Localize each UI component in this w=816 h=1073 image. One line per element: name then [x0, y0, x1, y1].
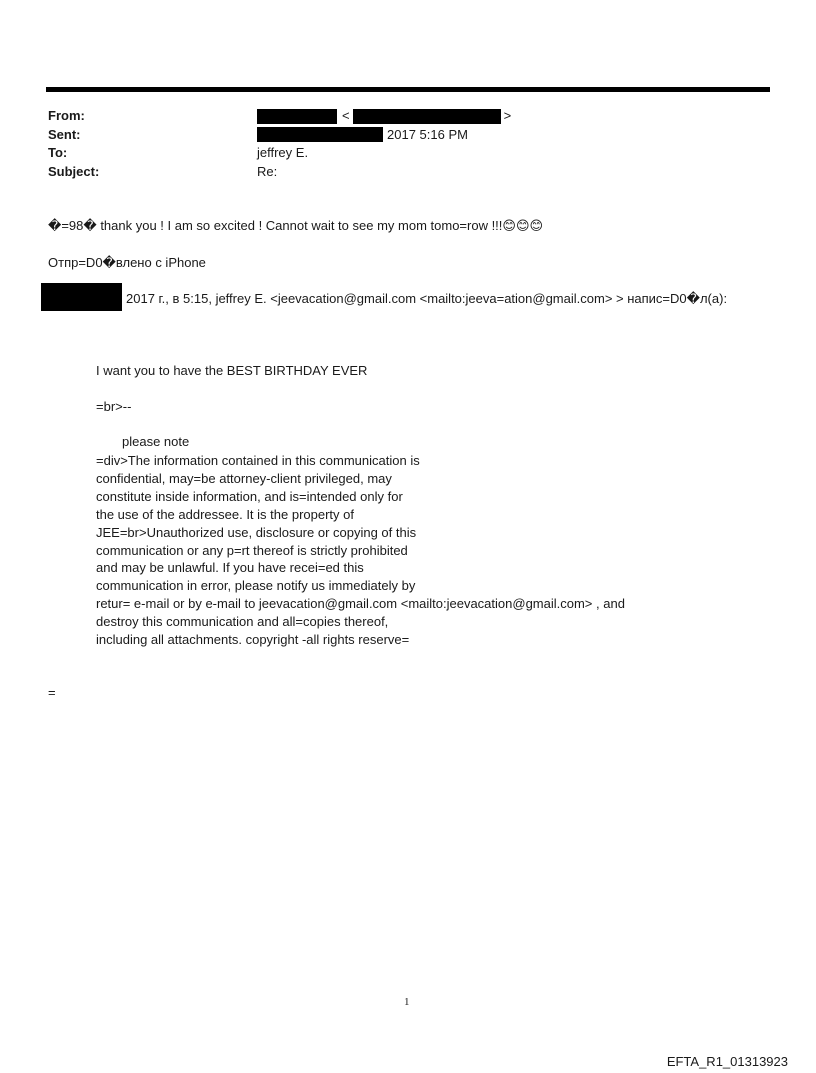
email-header	[48, 107, 511, 181]
br-line: =br>--	[96, 399, 132, 414]
disclaimer-line: and may be unlawful. If you have recei=ed this	[96, 560, 364, 576]
from-row	[48, 107, 511, 126]
disclaimer-line: communication in error, please notify us immediately by	[96, 578, 416, 594]
from-gt: >	[503, 108, 512, 123]
sent-label: Sent:	[48, 126, 81, 142]
from-label: From:	[48, 108, 85, 123]
disclaimer-line: including all attachments. copyright -all rights reserve=	[96, 632, 410, 648]
subject-label: Subject:	[48, 163, 100, 179]
disclaimer-line: =div>The information contained in this communication is	[96, 453, 420, 468]
disclaimer-line: JEE=br>Unauthorized use, disclosure or copying of this	[96, 524, 417, 540]
redacted-sender-email	[353, 109, 501, 124]
disclaimer-line: retur= e-mail or by e-mail to jeevacation@gmail.com <mailto:jeevacation@gmail.com> , and	[96, 596, 625, 612]
redacted-date-block	[41, 283, 122, 311]
header-rule	[46, 87, 770, 92]
sent-value: 2017 5:16 PM	[387, 126, 468, 142]
sent-from-iphone: Отпр=D0�влено с iPhone	[48, 255, 206, 270]
message-line: �=98� thank you ! I am so excited ! Cannot wait to see my mom tomo=row !!!😊😊😊	[48, 218, 544, 233]
page-number: 1	[404, 996, 410, 1008]
quote-intro: 2017 г., в 5:15, jeffrey E. <jeevacation@gmail.com <mailto:jeeva=ation@gmail.com> > напис=D0�л(а):	[126, 291, 728, 306]
disclaimer-line: constitute inside information, and is=intended only for	[96, 488, 403, 504]
to-value: jeffrey E.	[257, 145, 309, 160]
disclaimer-line: communication or any p=rt thereof is strictly prohibited	[96, 542, 408, 558]
disclaimer-line: the use of the addressee. It is the property of	[96, 506, 354, 522]
from-lt: <	[342, 108, 350, 123]
birthday-line: I want you to have the BEST BIRTHDAY EVER	[96, 363, 368, 378]
redacted-sender-name	[257, 109, 337, 124]
subject-row	[48, 163, 511, 182]
disclaimer-block	[96, 452, 625, 649]
disclaimer-line: confidential, may=be attorney-client privileged, may	[96, 470, 392, 486]
disclaimer-line: destroy this communication and all=copies thereof,	[96, 614, 389, 630]
sent-row	[48, 126, 511, 145]
to-row	[48, 144, 511, 163]
redacted-sent-date	[257, 127, 383, 142]
please-note: please note	[122, 434, 190, 449]
trailing-equals: =	[48, 685, 56, 700]
to-label: To:	[48, 145, 68, 160]
document-id: EFTA_R1_01313923	[666, 1054, 788, 1069]
subject-value: Re:	[257, 163, 278, 179]
